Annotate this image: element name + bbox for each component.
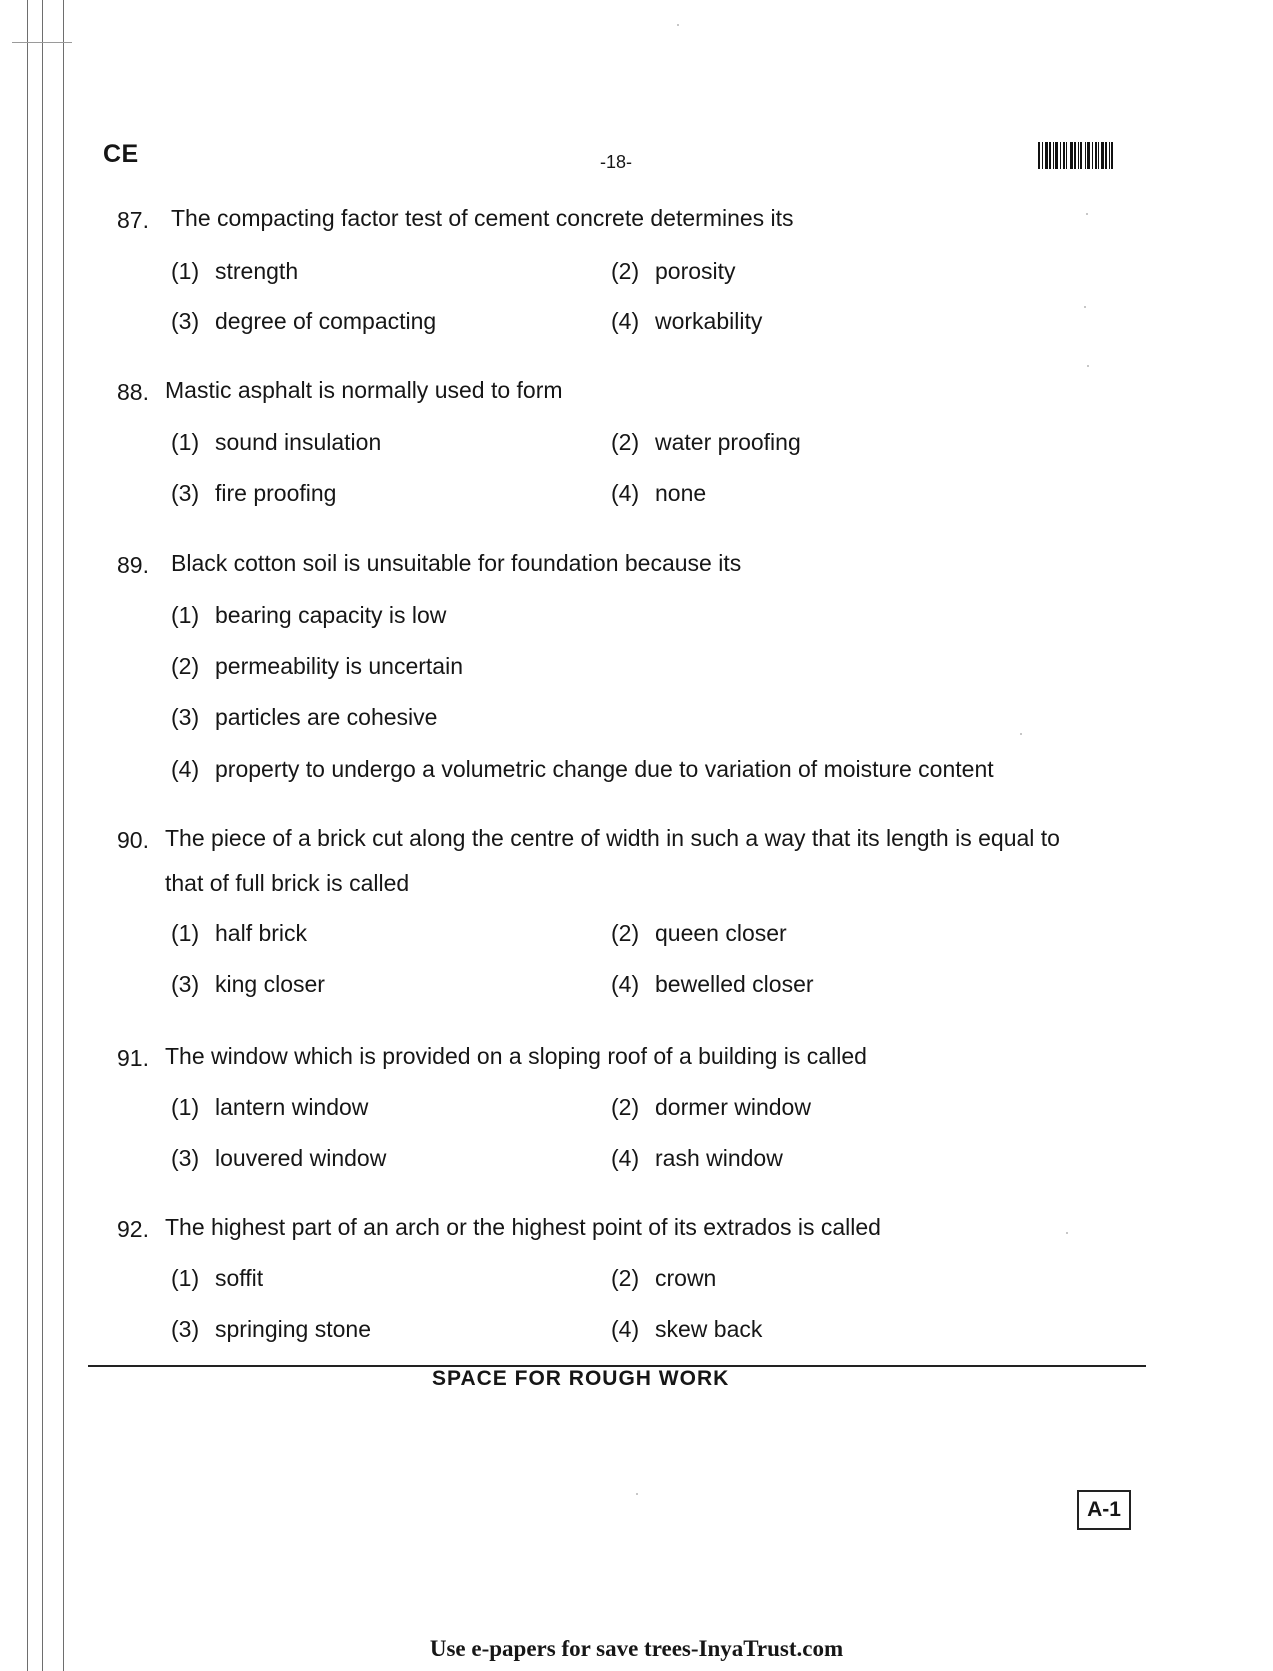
option-2 xyxy=(611,920,787,947)
option-text: strength xyxy=(215,258,299,284)
option-3 xyxy=(171,1145,386,1172)
option-number: (3) xyxy=(171,971,200,997)
question-number: 91. xyxy=(117,1045,149,1071)
scan-speck xyxy=(1087,365,1089,367)
rough-work-label: SPACE FOR ROUGH WORK xyxy=(432,1367,730,1390)
option-number: (2) xyxy=(611,258,640,284)
question-text: The compacting factor test of cement concrete determines its xyxy=(171,205,794,231)
option-4 xyxy=(611,480,706,507)
option-4 xyxy=(171,756,994,783)
option-text: bearing capacity is low xyxy=(215,602,447,628)
set-code-box: A-1 xyxy=(1077,1490,1131,1530)
option-text: property to undergo a volumetric change due to variation of moisture content xyxy=(215,756,994,782)
option-text: queen closer xyxy=(655,920,787,946)
option-2 xyxy=(611,258,736,285)
option-text: lantern window xyxy=(215,1094,369,1120)
option-text: dormer window xyxy=(655,1094,811,1120)
option-1 xyxy=(171,1265,263,1292)
question-text: Black cotton soil is unsuitable for foundation because its xyxy=(171,550,742,576)
option-number: (3) xyxy=(171,1145,200,1171)
option-3 xyxy=(171,308,436,335)
option-number: (4) xyxy=(171,756,200,782)
binding-edge-line xyxy=(42,0,43,1671)
option-text: bewelled closer xyxy=(655,971,814,997)
option-number: (2) xyxy=(611,429,640,455)
option-number: (1) xyxy=(171,602,200,628)
option-number: (1) xyxy=(171,258,200,284)
option-2 xyxy=(611,1265,716,1292)
option-text: porosity xyxy=(655,258,736,284)
option-number: (3) xyxy=(171,308,200,334)
option-text: king closer xyxy=(215,971,325,997)
option-1 xyxy=(171,258,298,285)
option-text: permeability is uncertain xyxy=(215,653,464,679)
option-text: rash window xyxy=(655,1145,783,1171)
option-number: (3) xyxy=(171,704,200,730)
footer-note: Use e-papers for save trees-InyaTrust.com xyxy=(429,1636,844,1661)
option-number: (2) xyxy=(171,653,200,679)
option-4 xyxy=(611,308,762,335)
option-3 xyxy=(171,1316,371,1343)
option-number: (1) xyxy=(171,1265,200,1291)
scan-speck xyxy=(1020,733,1022,735)
option-number: (4) xyxy=(611,1145,640,1171)
option-text: soffit xyxy=(215,1265,264,1291)
option-number: (4) xyxy=(611,1316,640,1342)
scan-speck xyxy=(636,1493,638,1495)
question-number: 90. xyxy=(117,827,149,853)
option-2 xyxy=(611,1094,811,1121)
option-text: sound insulation xyxy=(215,429,382,455)
binding-edge-line xyxy=(63,0,64,1671)
question-text: The window which is provided on a sloping roof of a building is called xyxy=(165,1043,867,1069)
page-number: -18- xyxy=(600,152,633,172)
option-3 xyxy=(171,704,437,731)
option-number: (2) xyxy=(611,920,640,946)
question-text: The highest part of an arch or the highest point of its extrados is called xyxy=(165,1214,881,1240)
scan-speck xyxy=(1086,213,1088,215)
option-text: louvered window xyxy=(215,1145,387,1171)
option-1 xyxy=(171,429,381,456)
option-4 xyxy=(611,971,814,998)
option-number: (4) xyxy=(611,971,640,997)
option-text: degree of compacting xyxy=(215,308,437,334)
option-number: (1) xyxy=(171,920,200,946)
option-1 xyxy=(171,920,307,947)
question-number: 88. xyxy=(117,379,149,405)
question-number: 92. xyxy=(117,1216,149,1242)
option-text: fire proofing xyxy=(215,480,337,506)
binding-edge-tick xyxy=(12,42,72,43)
option-number: (2) xyxy=(611,1265,640,1291)
question-text: Mastic asphalt is normally used to form xyxy=(165,377,563,403)
option-text: crown xyxy=(655,1265,717,1291)
option-text: workability xyxy=(655,308,763,334)
scan-speck xyxy=(1066,1232,1068,1234)
option-1 xyxy=(171,602,446,629)
scan-speck xyxy=(677,24,679,26)
scan-speck xyxy=(1084,306,1086,308)
option-text: springing stone xyxy=(215,1316,371,1342)
option-number: (1) xyxy=(171,429,200,455)
option-3 xyxy=(171,480,336,507)
option-4 xyxy=(611,1316,762,1343)
option-text: particles are cohesive xyxy=(215,704,438,730)
option-number: (3) xyxy=(171,480,200,506)
option-number: (4) xyxy=(611,480,640,506)
option-4 xyxy=(611,1145,783,1172)
question-text: The piece of a brick cut along the centre of width in such a way that its length is equal to that of full brick is called xyxy=(165,825,1060,896)
option-number: (1) xyxy=(171,1094,200,1120)
option-text: skew back xyxy=(655,1316,763,1342)
question-number: 89. xyxy=(117,552,149,578)
subject-code: CE xyxy=(103,140,139,168)
question-number: 87. xyxy=(117,207,149,233)
option-2 xyxy=(611,429,801,456)
option-text: water proofing xyxy=(655,429,801,455)
option-number: (2) xyxy=(611,1094,640,1120)
option-2 xyxy=(171,653,463,680)
option-text: half brick xyxy=(215,920,308,946)
binding-edge-line xyxy=(27,0,28,1671)
option-number: (3) xyxy=(171,1316,200,1342)
option-number: (4) xyxy=(611,308,640,334)
option-text: none xyxy=(655,480,707,506)
barcode-image xyxy=(1038,142,1113,169)
option-3 xyxy=(171,971,325,998)
option-1 xyxy=(171,1094,368,1121)
